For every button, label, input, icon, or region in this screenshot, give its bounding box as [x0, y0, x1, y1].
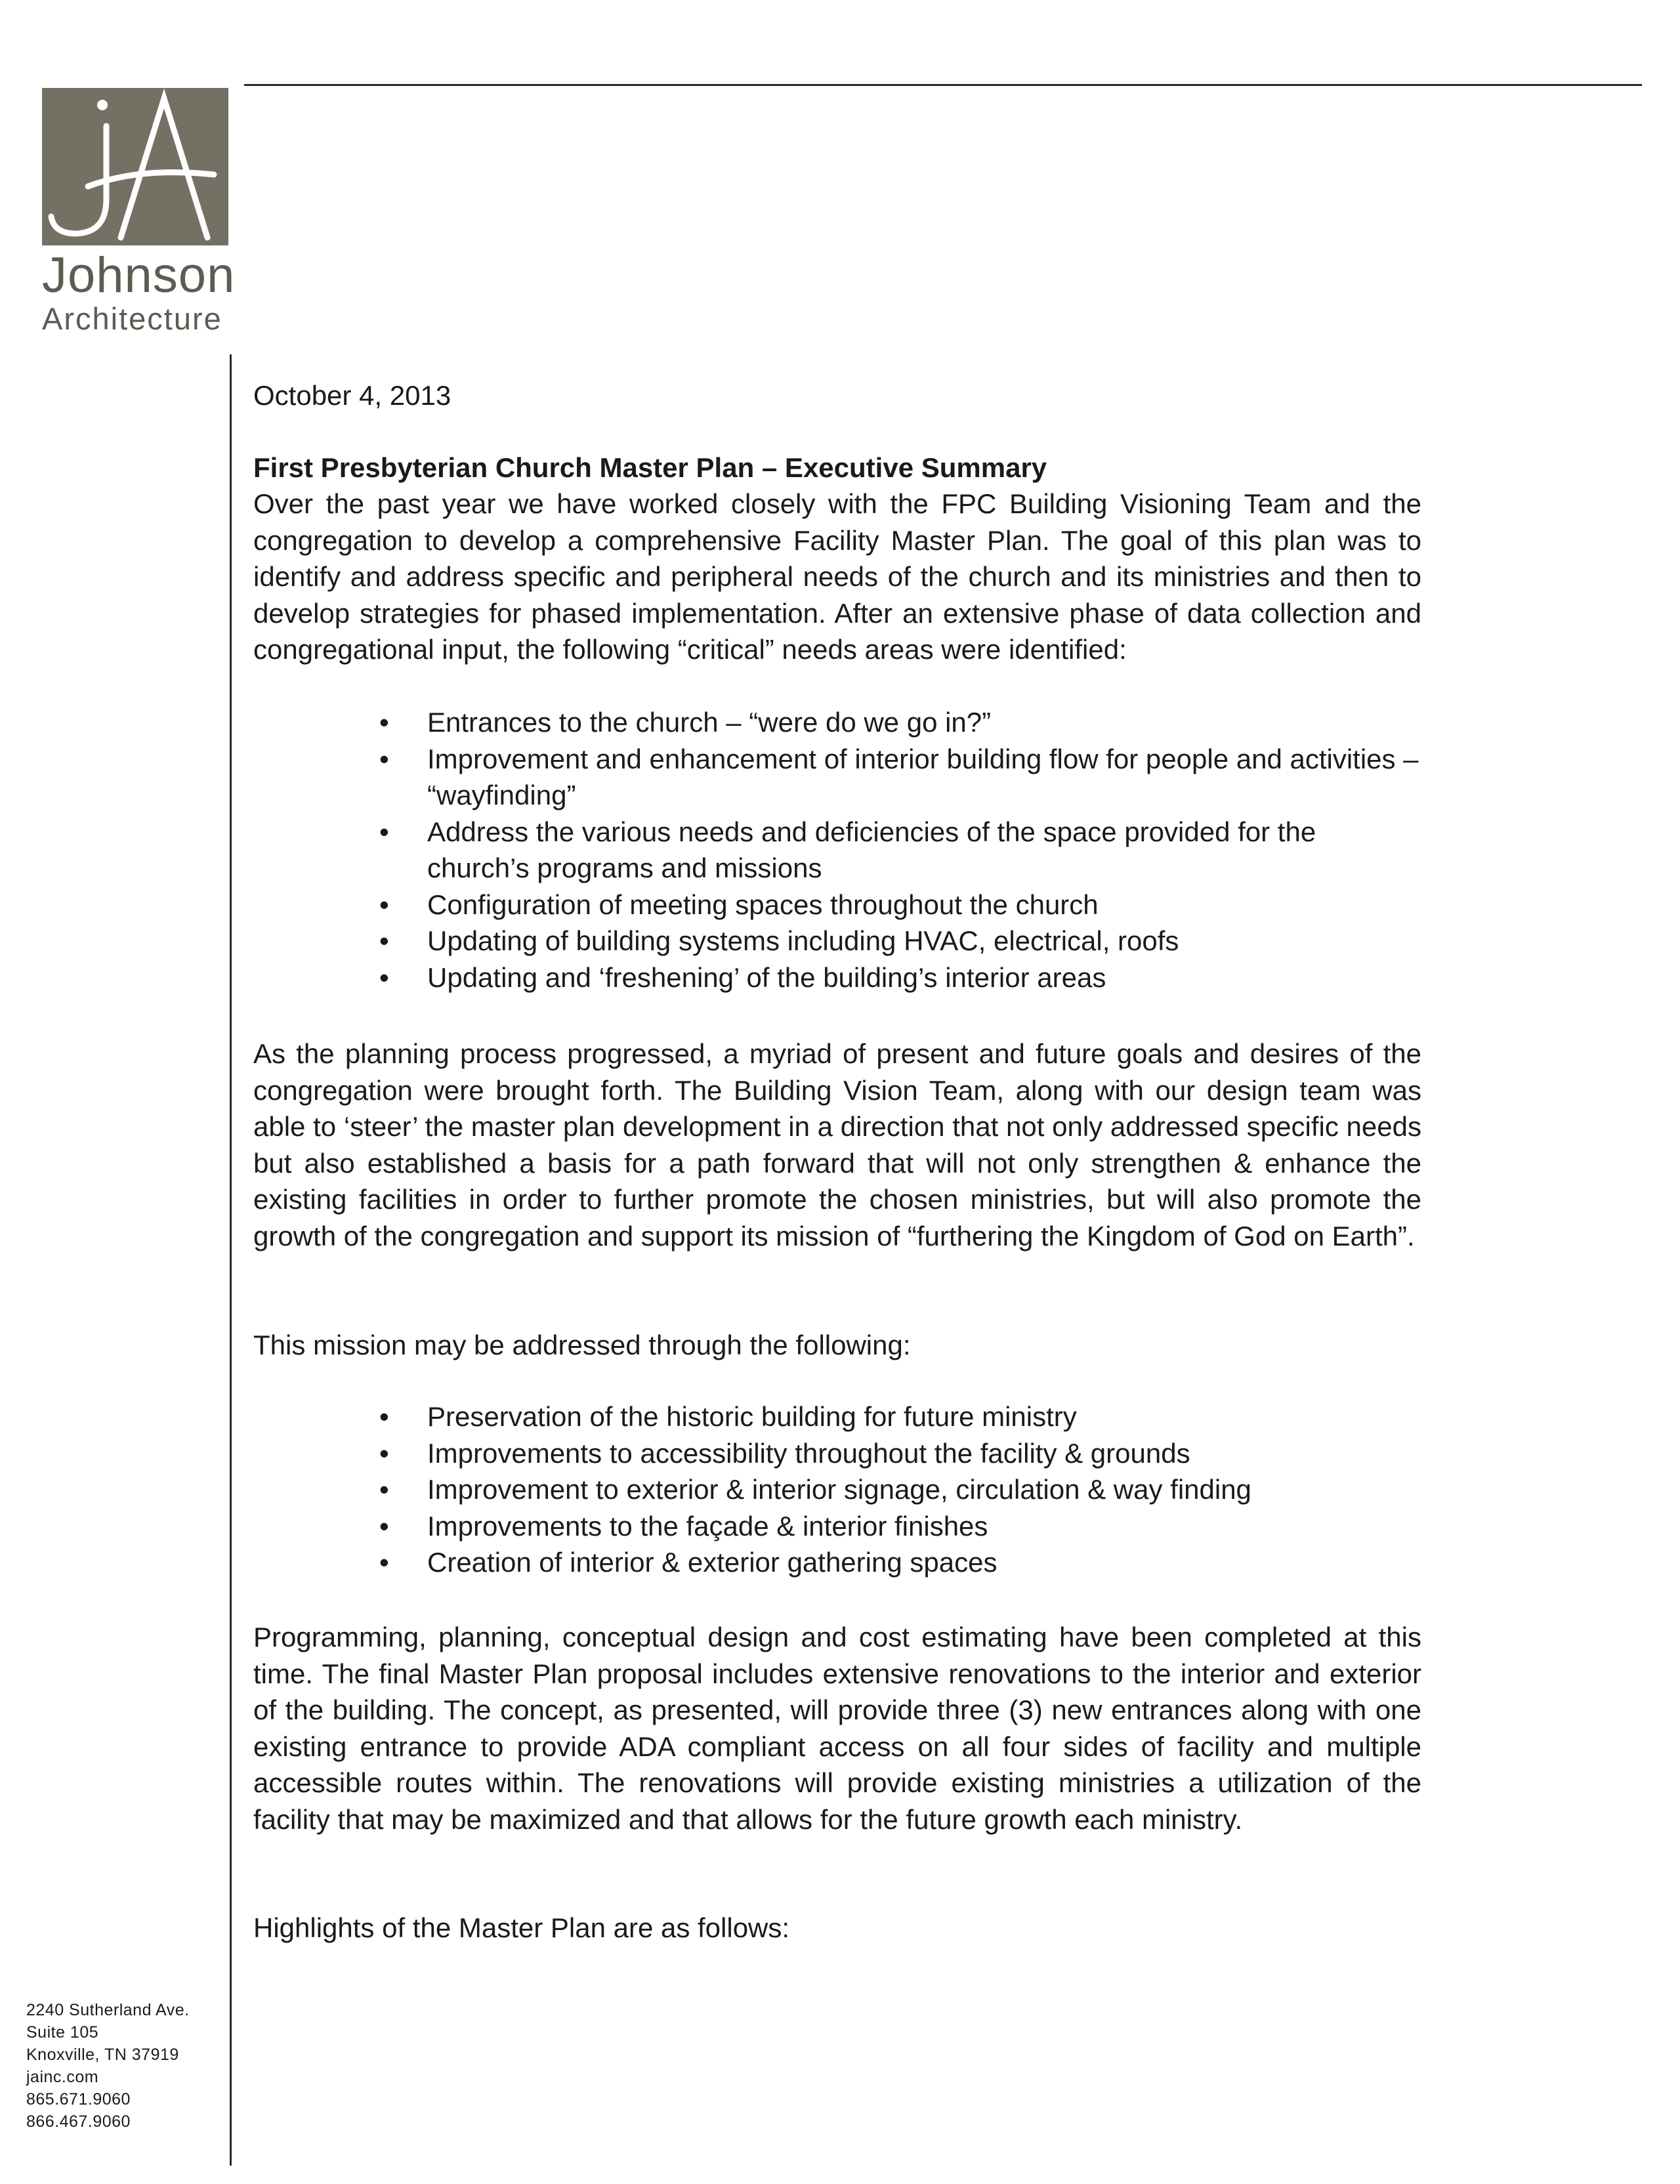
mission-item [253, 1471, 1421, 1508]
critical-needs-list [253, 704, 1421, 996]
bullet-icon: • [379, 816, 389, 847]
bullet-icon: • [379, 1474, 389, 1505]
address-phone-1: 865.671.9060 [26, 2090, 131, 2109]
mission-item [253, 1398, 1421, 1435]
bullet-icon: • [379, 961, 389, 993]
need-item-text: Entrances to the church – “were do we go in?” [427, 707, 992, 738]
mission-item [253, 1544, 1421, 1581]
company-name: Johnson [42, 247, 236, 303]
need-item-text: Improvement and enhancement of interior building flow for people and activities – “wayfinding” [427, 743, 1419, 810]
bullet-icon: • [379, 925, 389, 956]
bullet-icon: • [379, 889, 389, 920]
mission-item [253, 1435, 1421, 1472]
need-item [253, 923, 1421, 959]
highlights-intro: Highlights of the Master Plan are as follows: [253, 1912, 790, 1943]
address-phone-2: 866.467.9060 [26, 2112, 131, 2131]
letter-heading: First Presbyterian Church Master Plan – Executive Summary [253, 452, 1047, 483]
margin-rule [230, 354, 232, 2166]
company-logo-mark [42, 88, 228, 245]
mission-item-text: Preservation of the historic building for future ministry [427, 1401, 1077, 1432]
ja-monogram-icon [42, 88, 228, 245]
need-item-text: Address the various needs and deficiencies of the space provided for the church’s programs and missions [427, 816, 1316, 883]
bullet-icon: • [379, 1401, 389, 1432]
need-item [253, 959, 1421, 996]
mission-intro: This mission may be addressed through the following: [253, 1330, 911, 1360]
company-subtitle: Architecture [42, 301, 222, 336]
need-item-text: Updating and ‘freshening’ of the building’s interior areas [427, 961, 1106, 993]
planning-paragraph: As the planning process progressed, a myriad of present and future goals and desires of the congregation were brought forth. The Building Vision Team, along with our design team was able to ‘steer’ the master plan development in a direction that not only addressed specific needs but also established a basis for a path forward that will not only strengthen & enhance the existing facilities in order to further promote the chosen ministries, but will also promote the growth of the congregation and support its mission of “furthering the Kingdom of God on Earth”. [253, 1038, 1421, 1251]
company-address [26, 1999, 230, 2133]
mission-item-text: Improvements to the façade & interior finishes [427, 1510, 988, 1542]
mission-item-text: Creation of interior & exterior gathering spaces [427, 1547, 998, 1578]
need-item-text: Configuration of meeting spaces throughout the church [427, 889, 1099, 920]
programming-paragraph: Programming, planning, conceptual design and cost estimating have been completed at this time. The final Master Plan proposal includes extensive renovations to the interior and exterior of the building. The concept, as presented, will provide three (3) new entrances along with one existing entrance to provide ADA compliant access on all four sides of facility and multiple accessible routes within. The renovations will provide existing ministries a utilization of the facility that may be maximized and that allows for the future growth each ministry. [253, 1622, 1421, 1835]
address-city: Knoxville, TN 37919 [26, 2046, 179, 2064]
address-suite: Suite 105 [26, 2023, 99, 2042]
bullet-icon: • [379, 707, 389, 738]
address-website: jainc.com [26, 2068, 99, 2086]
bullet-icon: • [379, 1437, 389, 1469]
need-item [253, 887, 1421, 923]
mission-item-text: Improvement to exterior & interior signage, circulation & way finding [427, 1474, 1251, 1505]
address-street: 2240 Sutherland Ave. [26, 2001, 190, 2019]
mission-item-text: Improvements to accessibility throughout the facility & grounds [427, 1437, 1190, 1469]
intro-paragraph: Over the past year we have worked closely with the FPC Building Visioning Team and the congregation to develop a comprehensive Facility Master Plan. The goal of this plan was to identify and address specific and peripheral needs of the church and its ministries and then to develop strategies for phased implementation. After an extensive phase of data collection and congregational input, the following “critical” needs areas were identified: [253, 488, 1421, 665]
letter-date: October 4, 2013 [253, 380, 452, 411]
mission-item [253, 1508, 1421, 1545]
bullet-icon: • [379, 743, 389, 774]
bullet-icon: • [379, 1547, 389, 1578]
need-item [253, 741, 1421, 814]
mission-list [253, 1398, 1421, 1581]
need-item [253, 814, 1421, 887]
bullet-icon: • [379, 1510, 389, 1542]
need-item [253, 704, 1421, 741]
header-rule [244, 84, 1642, 86]
need-item-text: Updating of building systems including HVAC, electrical, roofs [427, 925, 1179, 956]
